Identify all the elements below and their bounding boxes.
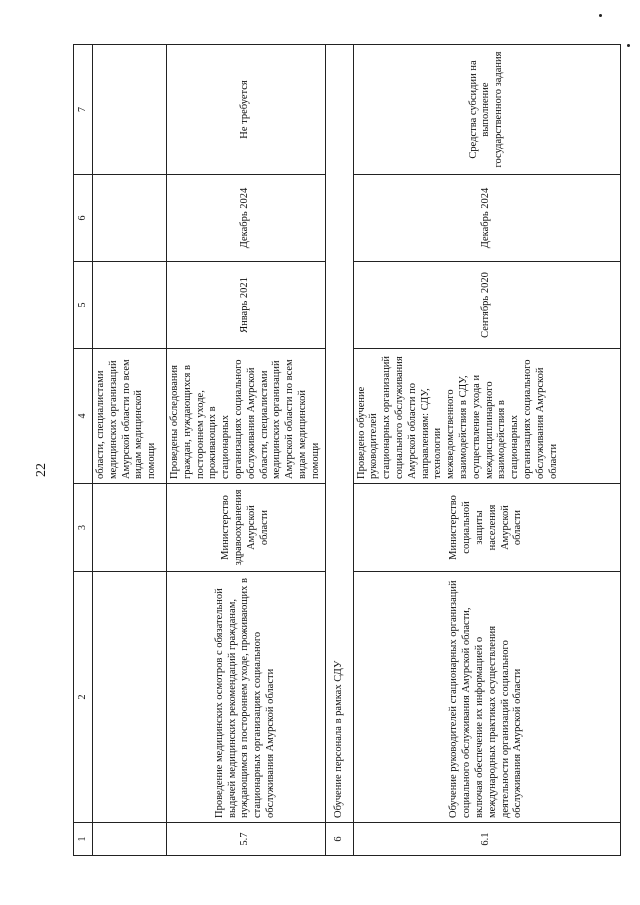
col-header-1: 1 [74,823,93,856]
cell-no [93,823,167,856]
table-row [167,45,326,856]
col-header-3: 3 [74,484,93,572]
measures-table [73,44,621,856]
table-row [353,45,620,856]
section-title: Обучение персонала в рамках СДУ [325,45,353,823]
section-row [325,45,353,856]
table-row [93,45,167,856]
cell-executor [93,484,167,572]
col-header-4: 4 [74,349,93,484]
cell-executor: Министерство социальной защиты населения Амурской области [353,484,620,572]
page-number: 22 [34,463,49,477]
col-header-5: 5 [74,262,93,349]
cell-start: Сентябрь 2020 [353,262,620,349]
col-header-7: 7 [74,45,93,175]
cell-action: Обучение руководителей стационарных организаций социального обслуживания Амурской области, включая обеспечение их информацией о международных практиках осуществления деятельности организаций социального обслуживания Амурской области [353,572,620,823]
cell-start [93,262,167,349]
cell-start: Январь 2021 [167,262,326,349]
scan-speck [627,44,630,47]
cell-end: Декабрь 2024 [167,175,326,262]
cell-executor: Министерство здравоохранения Амурской области [167,484,326,572]
cell-result: Проведено обучение руководителей стационарных организаций социального обслуживания Амурской области по направлениям: СДУ, технологии межведомственного взаимодействия в СДУ, осуществление ухода и междисциплинарного взаимодействия в стационарных организациях социального обслуживания Амурской области [353,349,620,484]
cell-no: 5.7 [167,823,326,856]
col-header-2: 2 [74,572,93,823]
scan-speck [599,14,602,17]
cell-end [93,175,167,262]
cell-end: Декабрь 2024 [353,175,620,262]
cell-action [93,572,167,823]
cell-action: Проведение медицинских осмотров с обязательной выдачей медицинских рекомендаций гражданам, нуждающимся в постороннем уходе, проживающих в стационарных организациях социального обслуживания Амурской области [167,572,326,823]
cell-funding: Не требуется [167,45,326,175]
cell-funding: Средства субсидии на выполнение государственного задания [353,45,620,175]
section-no: 6 [325,823,353,856]
cell-funding [93,45,167,175]
cell-no: 6.1 [353,823,620,856]
cell-result: Проведены обследования граждан, нуждающихся в постороннем уходе, проживающих в стационарных организациях социального обслуживания Амурской области, специалистами медицинских организаций Амурской области по всем видам медицинской помощи [167,349,326,484]
header-row [74,45,93,856]
cell-result: области, специалистами медицинских организаций Амурской области по всем видам медицинской помощи [93,349,167,484]
col-header-6: 6 [74,175,93,262]
rotated-table-wrapper [73,45,621,856]
